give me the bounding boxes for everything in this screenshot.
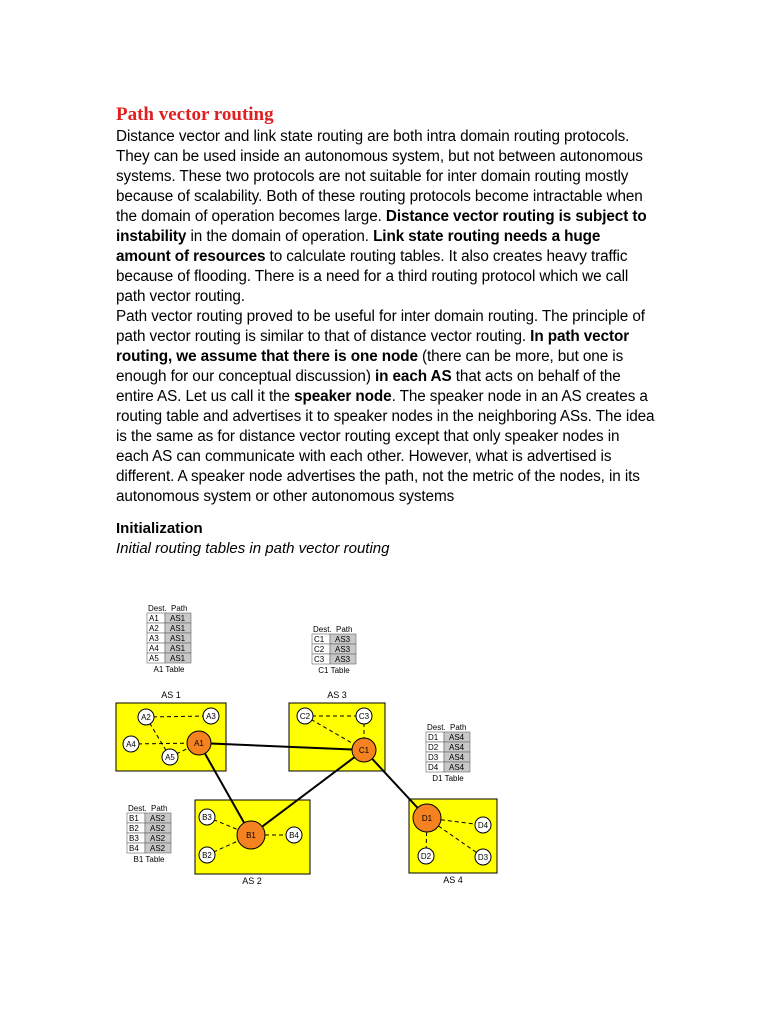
node-d4	[475, 817, 491, 833]
table-header-path: Path	[171, 604, 188, 613]
node-b4	[286, 827, 302, 843]
table-header-dest: Dest.	[128, 804, 147, 813]
node-label: A2	[141, 713, 151, 722]
node-b3	[199, 809, 215, 825]
table-dest-cell: D2	[428, 743, 439, 752]
table-path-cell: AS4	[449, 733, 465, 742]
routing-table-a1	[147, 604, 191, 674]
bold-run-1: Distance vector routing is subject to instability	[116, 208, 647, 245]
node-label: D4	[477, 821, 489, 830]
table-path-cell: AS4	[449, 743, 465, 752]
bold-run-3: in each AS	[374, 368, 452, 385]
node-d2	[418, 848, 434, 864]
figure-caption: Initial routing tables in path vector routing	[116, 540, 390, 557]
node-label: C1	[358, 746, 370, 755]
node-label: B4	[289, 831, 299, 840]
table-dest-cell: C1	[314, 635, 325, 644]
table-label: D1 Table	[432, 774, 464, 783]
table-label: C1 Table	[318, 666, 350, 675]
text-run-2: in the domain of operation.	[186, 228, 374, 245]
node-d3	[475, 849, 491, 865]
bold-run-5: speaker node	[294, 388, 392, 405]
text-run-4: that acts on behalf of the entire AS. Let us call it the	[116, 368, 621, 405]
table-header-dest: Dest.	[148, 604, 167, 613]
table-label: B1 Table	[133, 855, 165, 864]
text-run-0: Path vector routing proved to be useful for inter domain routing. The principle of path vector routing is similar to that of distance vector routing.	[116, 308, 645, 345]
node-label: D1	[421, 814, 433, 823]
node-label: A1	[194, 739, 204, 748]
node-b2	[199, 847, 215, 863]
table-path-cell: AS3	[335, 655, 351, 664]
table-dest-cell: A2	[149, 624, 159, 633]
table-dest-cell: B4	[129, 844, 139, 853]
table-path-cell: AS2	[150, 834, 166, 843]
table-header-path: Path	[151, 804, 168, 813]
table-dest-cell: D3	[428, 753, 439, 762]
routing-table-d1	[426, 723, 470, 783]
node-c1	[352, 738, 376, 762]
table-dest-cell: A3	[149, 634, 159, 643]
node-a3	[203, 708, 219, 724]
table-dest-cell: B2	[129, 824, 139, 833]
node-label: D3	[477, 853, 489, 862]
table-path-cell: AS3	[335, 645, 351, 654]
table-path-cell: AS4	[449, 753, 465, 762]
table-dest-cell: A5	[149, 654, 159, 663]
node-label: A5	[165, 753, 175, 762]
as3-label: AS 3	[327, 690, 347, 700]
text-run-2: (there can be more, but one is enough for our conceptual discussion)	[116, 348, 624, 385]
node-c3	[356, 708, 372, 724]
table-path-cell: AS1	[170, 634, 186, 643]
table-label: A1 Table	[153, 665, 185, 674]
node-a2	[138, 709, 154, 725]
as2-label: AS 2	[242, 876, 262, 886]
table-dest-cell: D1	[428, 733, 439, 742]
bold-run-1: In path vector routing, we assume that there is one node	[116, 328, 630, 365]
routing-table-b1	[127, 804, 171, 864]
table-path-cell: AS1	[170, 654, 186, 663]
node-label: D2	[420, 852, 432, 861]
node-c2	[297, 708, 313, 724]
node-label: B3	[202, 813, 212, 822]
table-dest-cell: C3	[314, 655, 325, 664]
table-header-dest: Dest.	[313, 625, 332, 634]
table-path-cell: AS3	[335, 635, 351, 644]
node-a5	[162, 749, 178, 765]
node-label: C2	[299, 712, 311, 721]
node-label: B2	[202, 851, 212, 860]
table-dest-cell: B3	[129, 834, 139, 843]
table-header-dest: Dest.	[427, 723, 446, 732]
initialization-heading: Initialization	[116, 520, 203, 537]
table-path-cell: AS2	[150, 844, 166, 853]
as4-label: AS 4	[443, 875, 463, 885]
table-path-cell: AS1	[170, 644, 186, 653]
table-header-path: Path	[450, 723, 467, 732]
intro-paragraph	[116, 127, 656, 307]
table-dest-cell: D4	[428, 763, 439, 772]
text-run-4: to calculate routing tables. It also creates heavy traffic because of flooding. There is a need for a third routing protocol which we call path vector routing.	[116, 248, 629, 305]
node-label: B1	[246, 831, 256, 840]
table-dest-cell: A1	[149, 614, 159, 623]
node-a1	[187, 731, 211, 755]
node-label: A3	[206, 712, 216, 721]
table-path-cell: AS1	[170, 624, 186, 633]
page-title: Path vector routing	[116, 104, 274, 125]
table-path-cell: AS2	[150, 814, 166, 823]
routing-table-c1	[312, 625, 356, 675]
path-vector-diagram	[110, 602, 510, 892]
text-column	[116, 104, 656, 559]
bold-run-3: Link state routing needs a huge amount of resources	[116, 228, 601, 265]
node-label: A4	[126, 740, 136, 749]
node-b1	[237, 821, 265, 849]
node-a4	[123, 736, 139, 752]
table-dest-cell: B1	[129, 814, 139, 823]
text-run-0: Distance vector and link state routing are both intra domain routing protocols. They can be used inside an autonomous system, but not between autonomous systems. These two protocols are not suitable for inter domain routing mostly because of scalability. Both of these routing protocols become intractable when the domain of operation becomes large.	[116, 128, 643, 225]
table-dest-cell: A4	[149, 644, 159, 653]
table-header-path: Path	[336, 625, 353, 634]
as1-label: AS 1	[161, 690, 181, 700]
text-run-6: . The speaker node in an AS creates a routing table and advertises it to speaker nodes in the neighboring ASs. The idea is the same as for distance vector routing except that only speaker nodes in each AS can communicate with each other. However, what is advertised is different. A speaker node advertises the path, not the metric of the nodes, in its autonomous system or other autonomous systems	[116, 388, 655, 505]
table-path-cell: AS1	[170, 614, 186, 623]
speaker-node-paragraph	[116, 307, 656, 507]
node-label: C3	[358, 712, 370, 721]
table-path-cell: AS4	[449, 763, 465, 772]
table-dest-cell: C2	[314, 645, 325, 654]
table-path-cell: AS2	[150, 824, 166, 833]
node-d1	[413, 804, 441, 832]
